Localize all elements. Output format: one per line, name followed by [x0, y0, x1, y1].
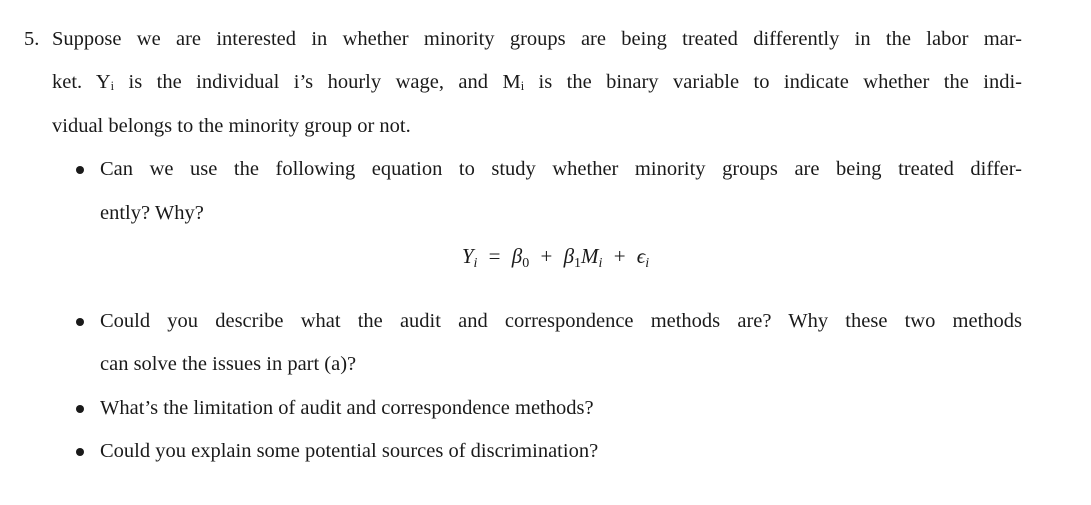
bullet-4-line-1: Could you explain some potential sources of discrimination? — [100, 440, 599, 462]
question-text-line-3: vidual belongs to the minority group or not. — [52, 115, 411, 137]
bullet-icon — [76, 166, 84, 174]
bullet-2-line-1: Could you describe what the audit and correspondence methods are? Why these two methods — [100, 310, 1022, 332]
bullet-3-line-1: What’s the limitation of audit and correspondence methods? — [100, 397, 594, 419]
question-text-line-2: ket. Yᵢ is the individual i’s hourly wage, and Mᵢ is the binary variable to indicate whether the indi- — [52, 71, 1022, 93]
bullet-1-line-1: Can we use the following equation to study whether minority groups are being treated differ- — [100, 158, 1022, 180]
bullet-1-line-2: ently? Why? — [100, 202, 204, 224]
regression-equation: $Y_i = \beta_0 + \beta_1M_i + \epsilon_i$ — [461, 244, 650, 271]
bullet-icon — [76, 405, 84, 413]
bullet-2-line-2: can solve the issues in part (a)? — [100, 353, 357, 375]
bullet-icon — [76, 318, 84, 326]
question-number: 5. — [24, 28, 40, 50]
bullet-icon — [76, 448, 84, 456]
question-text-line-1: Suppose we are interested in whether minority groups are being treated differently in the labor mar- — [52, 28, 1022, 50]
